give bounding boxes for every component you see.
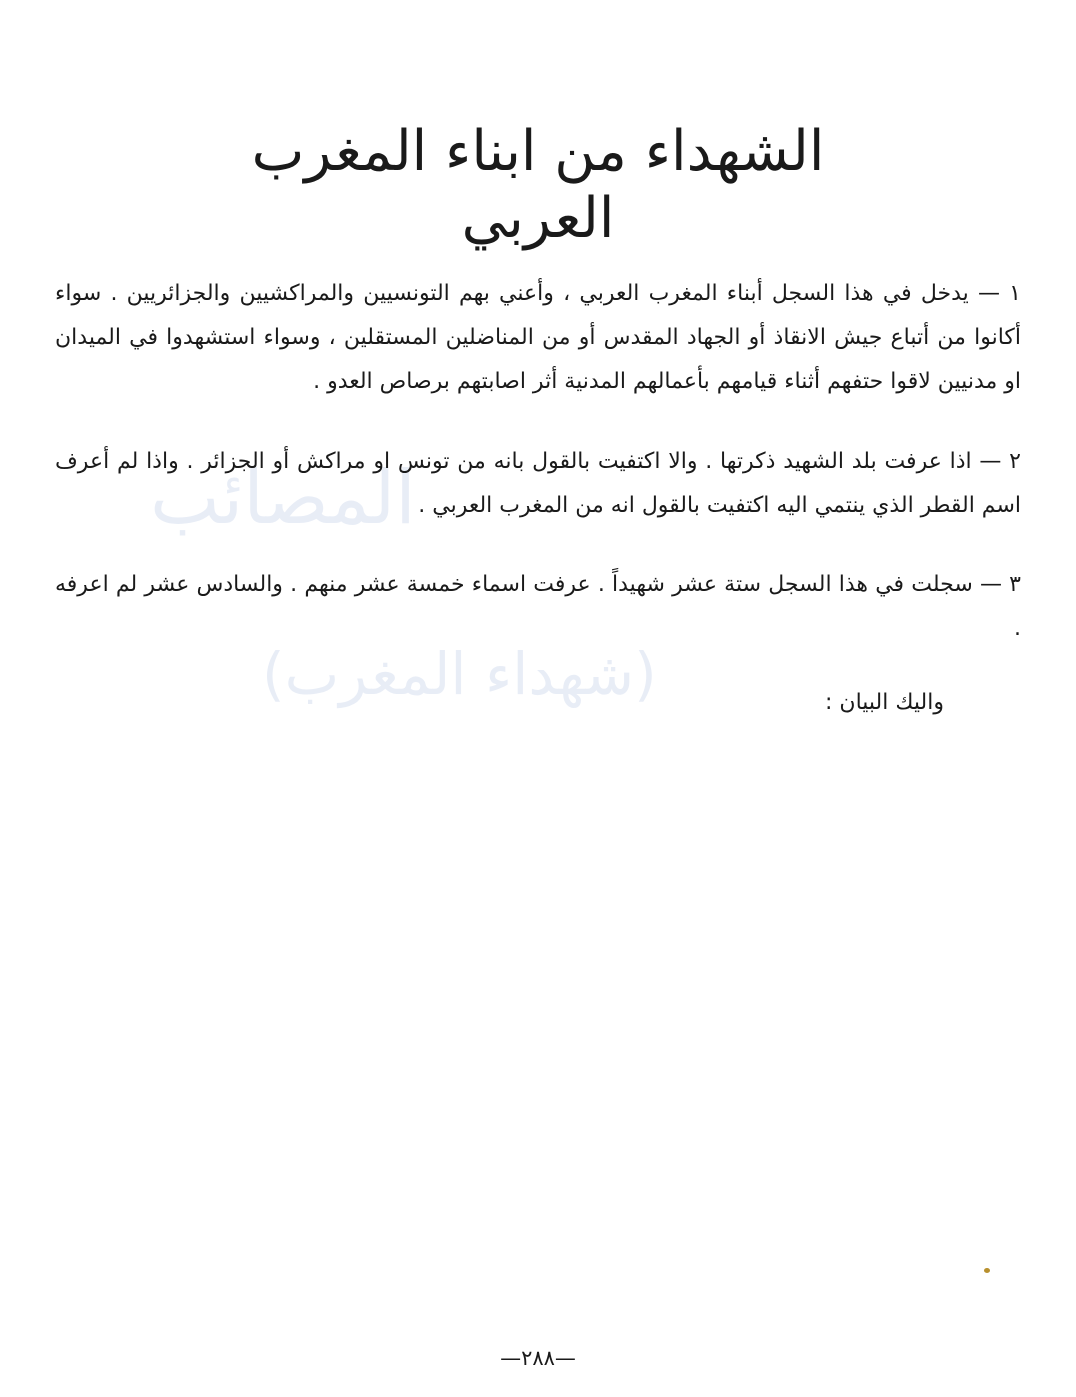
page-number: —٢٨٨— bbox=[500, 1346, 576, 1370]
paragraph-3: ٣ — سجلت في هذا السجل ستة عشر شهيداً . عرفت اسماء خمسة عشر منهم . والسادس عشر لم اعرفه . bbox=[55, 572, 1021, 641]
list-lead-in: واليك البيان : bbox=[825, 690, 944, 715]
page-title: الشهداء من ابناء المغرب العربي bbox=[251, 119, 825, 252]
bleed-through-ink-lower: (ﺷﻬﺪﺍﺀ ﺍﻟﻤﻐﺮﺏ) bbox=[262, 640, 657, 708]
bleed-through-ink-upper: ﺍﻟﻤﺼﺎﺋﺐ bbox=[150, 455, 416, 541]
paragraph-1: ١ — يدخل في هذا السجل أبناء المغرب العربي ، وأعني بهم التونسيين والمراكشيين والجزائريين . سواء أكانوا من أتباع جيش الانقاذ أو الجهاد المقدس أو من المناضلين المستقلين ، وسواء استشهدوا في الميدان او مدنيين لاقوا حتفهم أثناء قيامهم بأعمالهم المدنية أثر اصابتهم برصاص العدو . bbox=[55, 281, 1021, 394]
paragraph-2: ٢ — اذا عرفت بلد الشهيد ذكرتها . والا اكتفيت بالقول بانه من تونس او مراكش أو الجزائر . واذا لم أعرف اسم القطر الذي ينتمي اليه اكتفيت بالقول انه من المغرب العربي . bbox=[55, 449, 1021, 518]
ink-stain bbox=[984, 1268, 990, 1273]
